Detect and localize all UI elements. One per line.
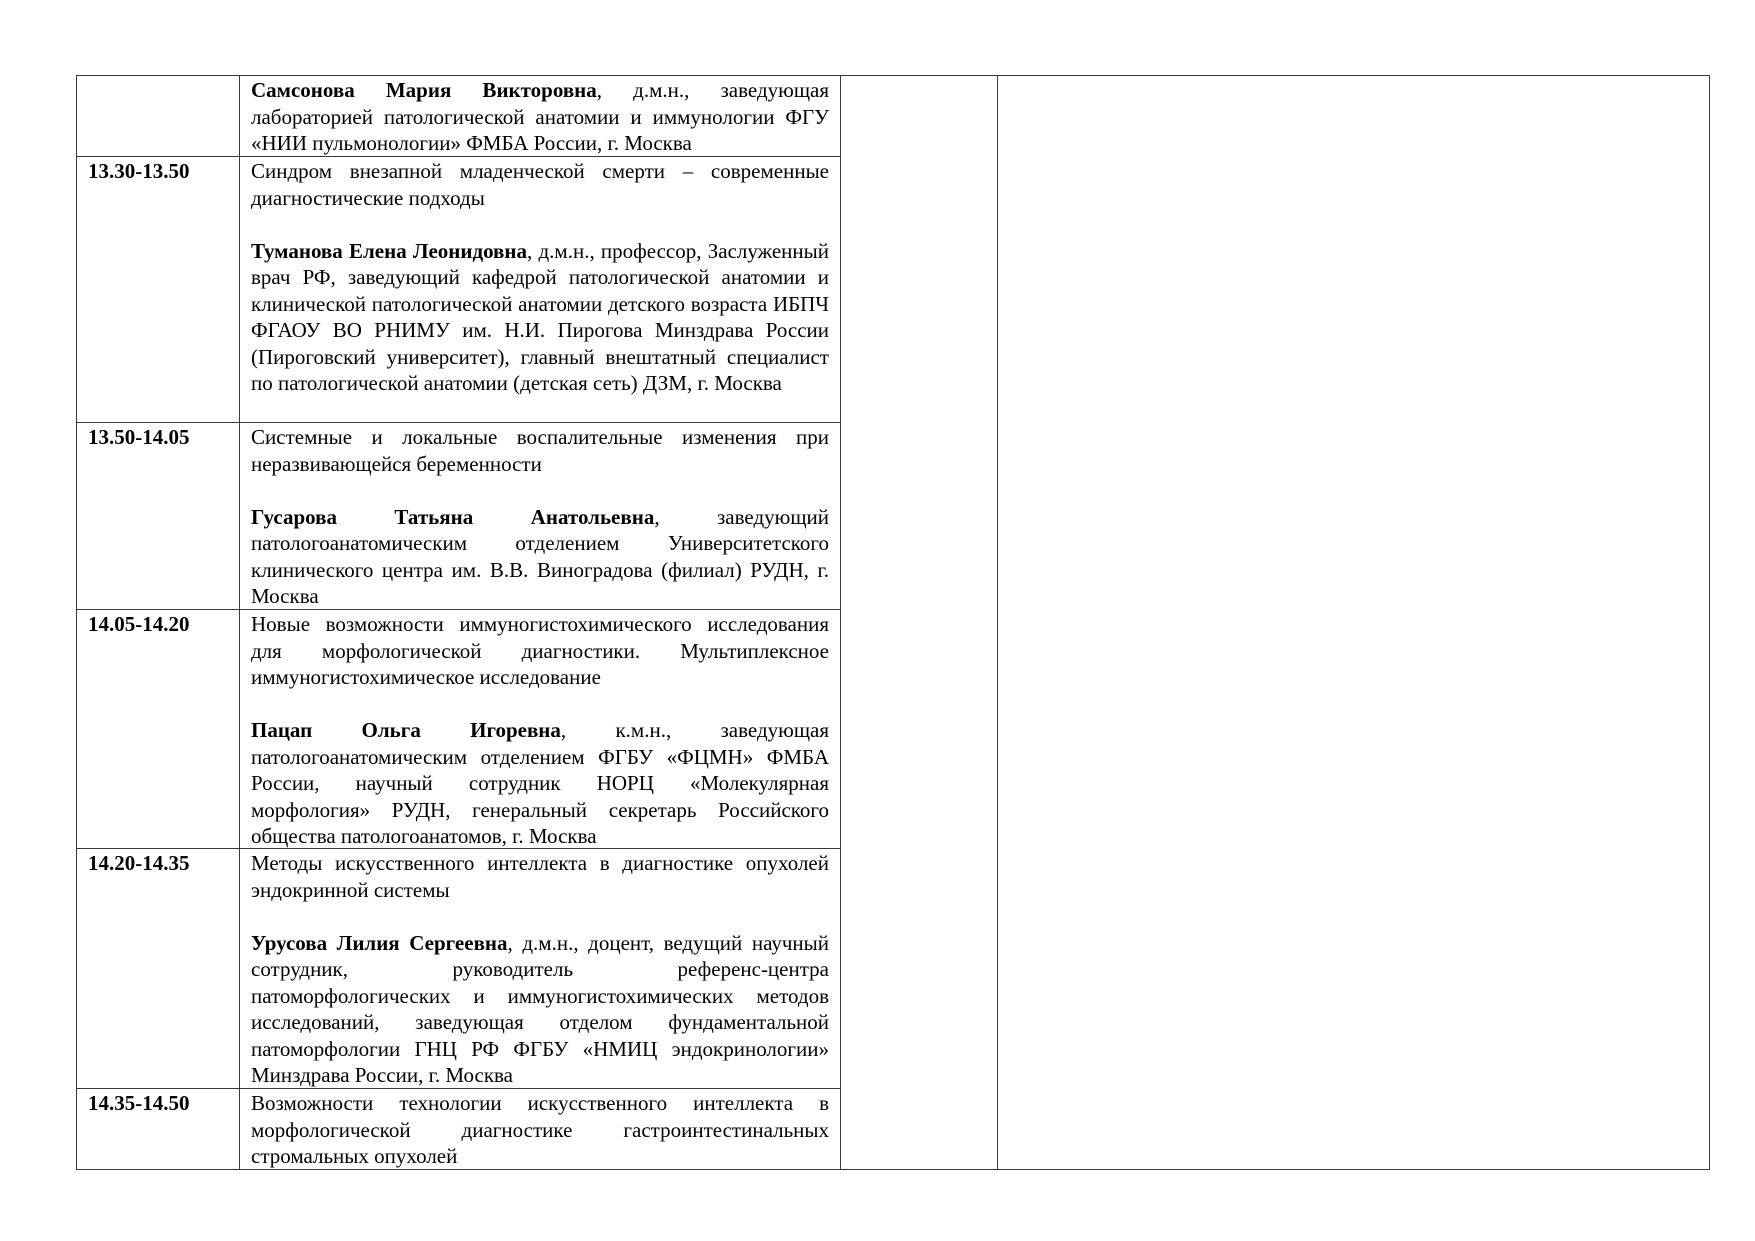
speaker [251, 77, 829, 157]
speaker-details: , заведующий патологоанатомическим отделением Университетского клинического центра им. В.В. Виноградова (филиал) РУДН, г. Москва [251, 504, 829, 608]
table-row [251, 424, 829, 610]
talk-title: Возможности технологии искусственного интеллекта в морфологической диагностике гастроинтестинальных стромальных опухолей [251, 1091, 829, 1168]
speaker-name: Урусова Лилия Сергеевна [251, 930, 508, 955]
column-divider-empty [997, 75, 998, 1170]
table-row [251, 158, 829, 397]
talk-title: Новые возможности иммуногистохимического исследования для морфологической диагностики. Мультиплексное иммуногистохимическое исследование [251, 612, 829, 689]
session-time: 14.05-14.20 [88, 612, 190, 636]
speaker-name: Самсонова Мария Викторовна [251, 78, 597, 102]
speaker [251, 504, 829, 610]
session-time: 14.35-14.50 [88, 1091, 190, 1115]
speaker [251, 930, 829, 1089]
speaker-details: , д.м.н., доцент, ведущий научный сотрудник, руководитель референс-центра патоморфологических и иммуногистохимических методов исследований, заведующая отделом фундаментальной патоморфологии ГНЦ РФ ФГБУ «НМИЦ эндокринологии» Минздрава России, г. Москва [251, 930, 829, 1087]
speaker [251, 238, 829, 397]
talk-title: Синдром внезапной младенческой смерти – современные диагностические подходы [251, 159, 829, 210]
speaker-name: Гусарова Татьяна Анатольевна [251, 504, 655, 529]
table-row [251, 850, 829, 1089]
table-row [251, 1090, 829, 1170]
row-divider [76, 422, 840, 423]
column-divider-time [239, 75, 240, 1170]
table-row [251, 77, 829, 157]
speaker-details: , к.м.н., заведующая патологоанатомическим отделением ФГБУ «ФЦМН» ФМБА России, научный сотрудник НОРЦ «Молекулярная морфология» РУДН, генеральный секретарь Российского общества патологоанатомов, г. Москва [251, 718, 829, 848]
session-time: 14.20-14.35 [88, 851, 190, 875]
speaker-name: Туманова Елена Леонидовна [251, 238, 527, 263]
column-divider-content [840, 75, 841, 1170]
speaker-details: , д.м.н., заведующая лабораторией патологической анатомии и иммунологии ФГУ «НИИ пульмонологии» ФМБА России, г. Москва [251, 78, 829, 155]
talk-title: Методы искусственного интеллекта в диагностике опухолей эндокринной системы [251, 851, 829, 902]
table-row [251, 611, 829, 850]
speaker-name: Пацап Ольга Игоревна [251, 718, 561, 742]
speaker [251, 717, 829, 850]
speaker-details: , д.м.н., профессор, Заслуженный врач РФ, заведующий кафедрой патологической анатомии и клинической патологической анатомии детского возраста ИБПЧ ФГАОУ ВО РНИМУ им. Н.И. Пирогова Минздрава России (Пироговский университет), главный внештатный специалист по патологической анатомии (детская сеть) ДЗМ, г. Москва [251, 238, 829, 395]
talk-title: Системные и локальные воспалительные изменения при неразвивающейся беременности [251, 425, 829, 476]
session-time: 13.30-13.50 [88, 159, 190, 183]
session-time: 13.50-14.05 [88, 425, 190, 449]
